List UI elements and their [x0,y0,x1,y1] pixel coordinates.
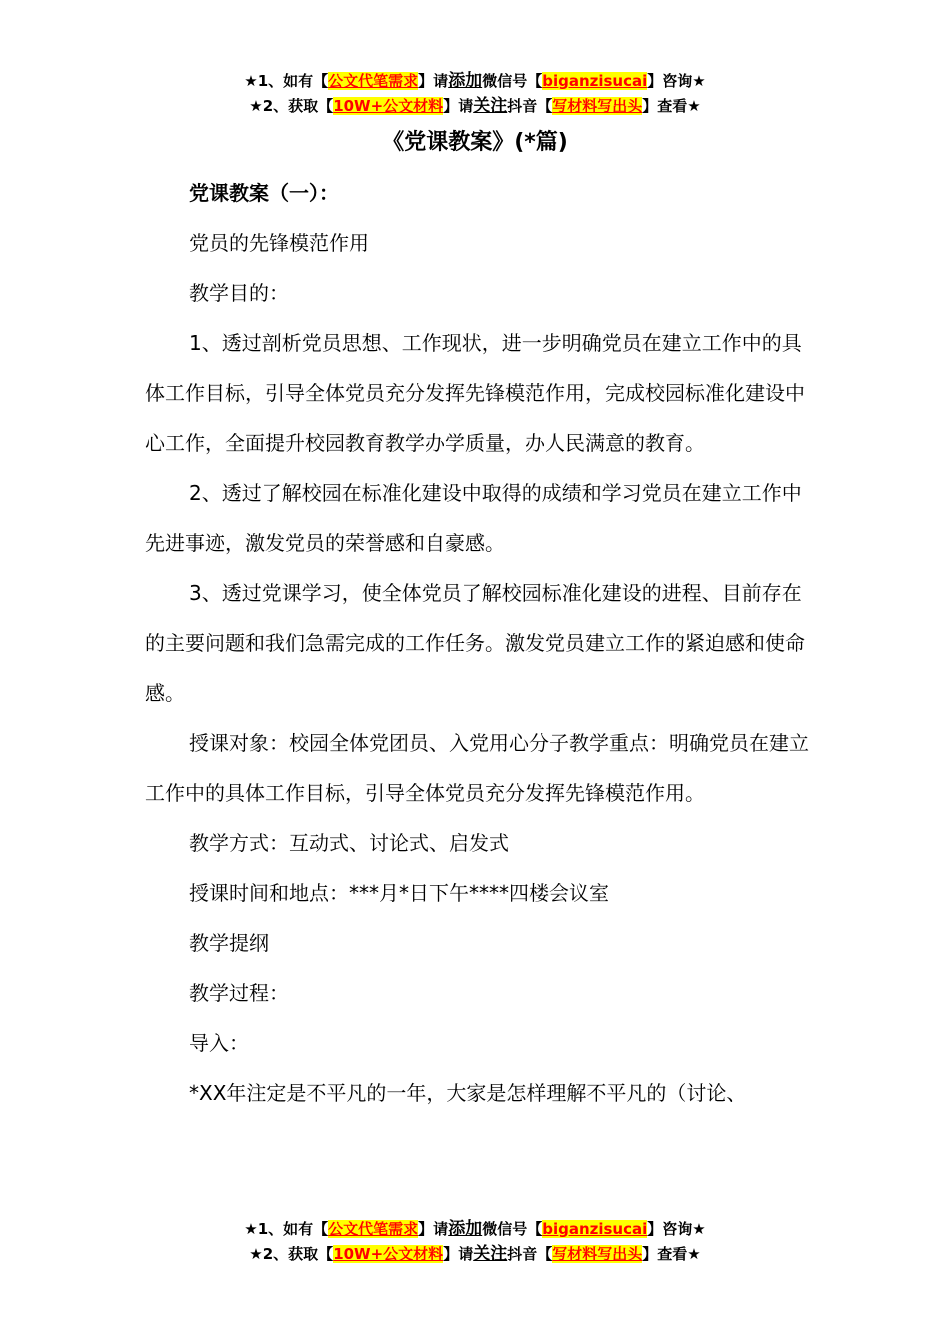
document-body [145,168,810,1118]
banner-text: 抖音【 [507,97,553,115]
top-banner-line-2 [0,95,950,117]
banner-douyin-id: 写材料写出头 [552,1245,643,1263]
paragraph: 授课对象：校园全体党团员、入党用心分子教学重点：明确党员在建立工作中的具体工作目标，引导全体党员充分发挥先锋模范作用。 [145,731,809,805]
paragraph: 1、透过剖析党员思想、工作现状，进一步明确党员在建立工作中的具体工作目标，引导全体党员充分发挥先锋模范作用，完成校园标准化建设中心工作，全面提升校园教育教学办学质量，办人民满意的教育。 [145,331,805,455]
paragraph: 导入： [189,1031,249,1055]
paragraph: 教学方式：互动式、讨论式、启发式 [189,831,509,855]
bottom-banner-line-2 [0,1243,950,1265]
document-title: 《党课教案》(*篇) [382,130,568,155]
banner-douyin-id: 写材料写出头 [552,97,643,115]
lesson-topic: 党员的先锋模范作用 [189,231,369,255]
banner-text: ★1、如有【 [244,1220,329,1238]
banner-highlight: 公文代笔需求 [328,1220,419,1238]
banner-text: 抖音【 [507,1245,553,1263]
banner-highlight: 10W+公文材料 [333,1245,444,1263]
banner-text: 微信号【 [482,1220,543,1238]
top-banner-line-1 [0,70,950,92]
banner-emphasis: 添加 [448,71,483,91]
banner-text: 微信号【 [482,72,543,90]
paragraph: 2、透过了解校园在标准化建设中取得的成绩和学习党员在建立工作中先进事迹，激发党员的荣誉感和自豪感。 [145,481,802,555]
paragraph: 教学提纲 [189,931,269,955]
bottom-banner-line-1 [0,1218,950,1240]
banner-highlight: 10W+公文材料 [333,97,444,115]
paragraph: 教学目的： [189,281,289,305]
banner-emphasis: 关注 [473,96,508,116]
banner-emphasis: 添加 [448,1219,483,1239]
banner-text: 】请 [443,97,474,115]
banner-text: 】查看★ [642,97,701,115]
banner-text: 】查看★ [642,1245,701,1263]
banner-highlight: 公文代笔需求 [328,72,419,90]
banner-text: 】咨询★ [647,72,706,90]
paragraph: 授课时间和地点：***月*日下午****四楼会议室 [189,881,609,905]
paragraph: *XX年注定是不平凡的一年，大家是怎样理解不平凡的（讨论、 [189,1081,747,1105]
banner-text: ★2、获取【 [249,1245,334,1263]
banner-text: 】咨询★ [647,1220,706,1238]
banner-emphasis: 关注 [473,1244,508,1264]
section-heading: 党课教案（一）： [189,181,339,205]
banner-text: ★2、获取【 [249,97,334,115]
banner-text: 】请 [443,1245,474,1263]
banner-text: 】请 [418,72,449,90]
paragraph: 教学过程： [189,981,289,1005]
banner-wechat-id: biganzisucai [542,72,648,90]
banner-wechat-id: biganzisucai [542,1220,648,1238]
banner-text: ★1、如有【 [244,72,329,90]
paragraph: 3、透过党课学习，使全体党员了解校园标准化建设的进程、目前存在的主要问题和我们急需完成的工作任务。激发党员建立工作的紧迫感和使命感。 [145,581,805,705]
banner-text: 】请 [418,1220,449,1238]
